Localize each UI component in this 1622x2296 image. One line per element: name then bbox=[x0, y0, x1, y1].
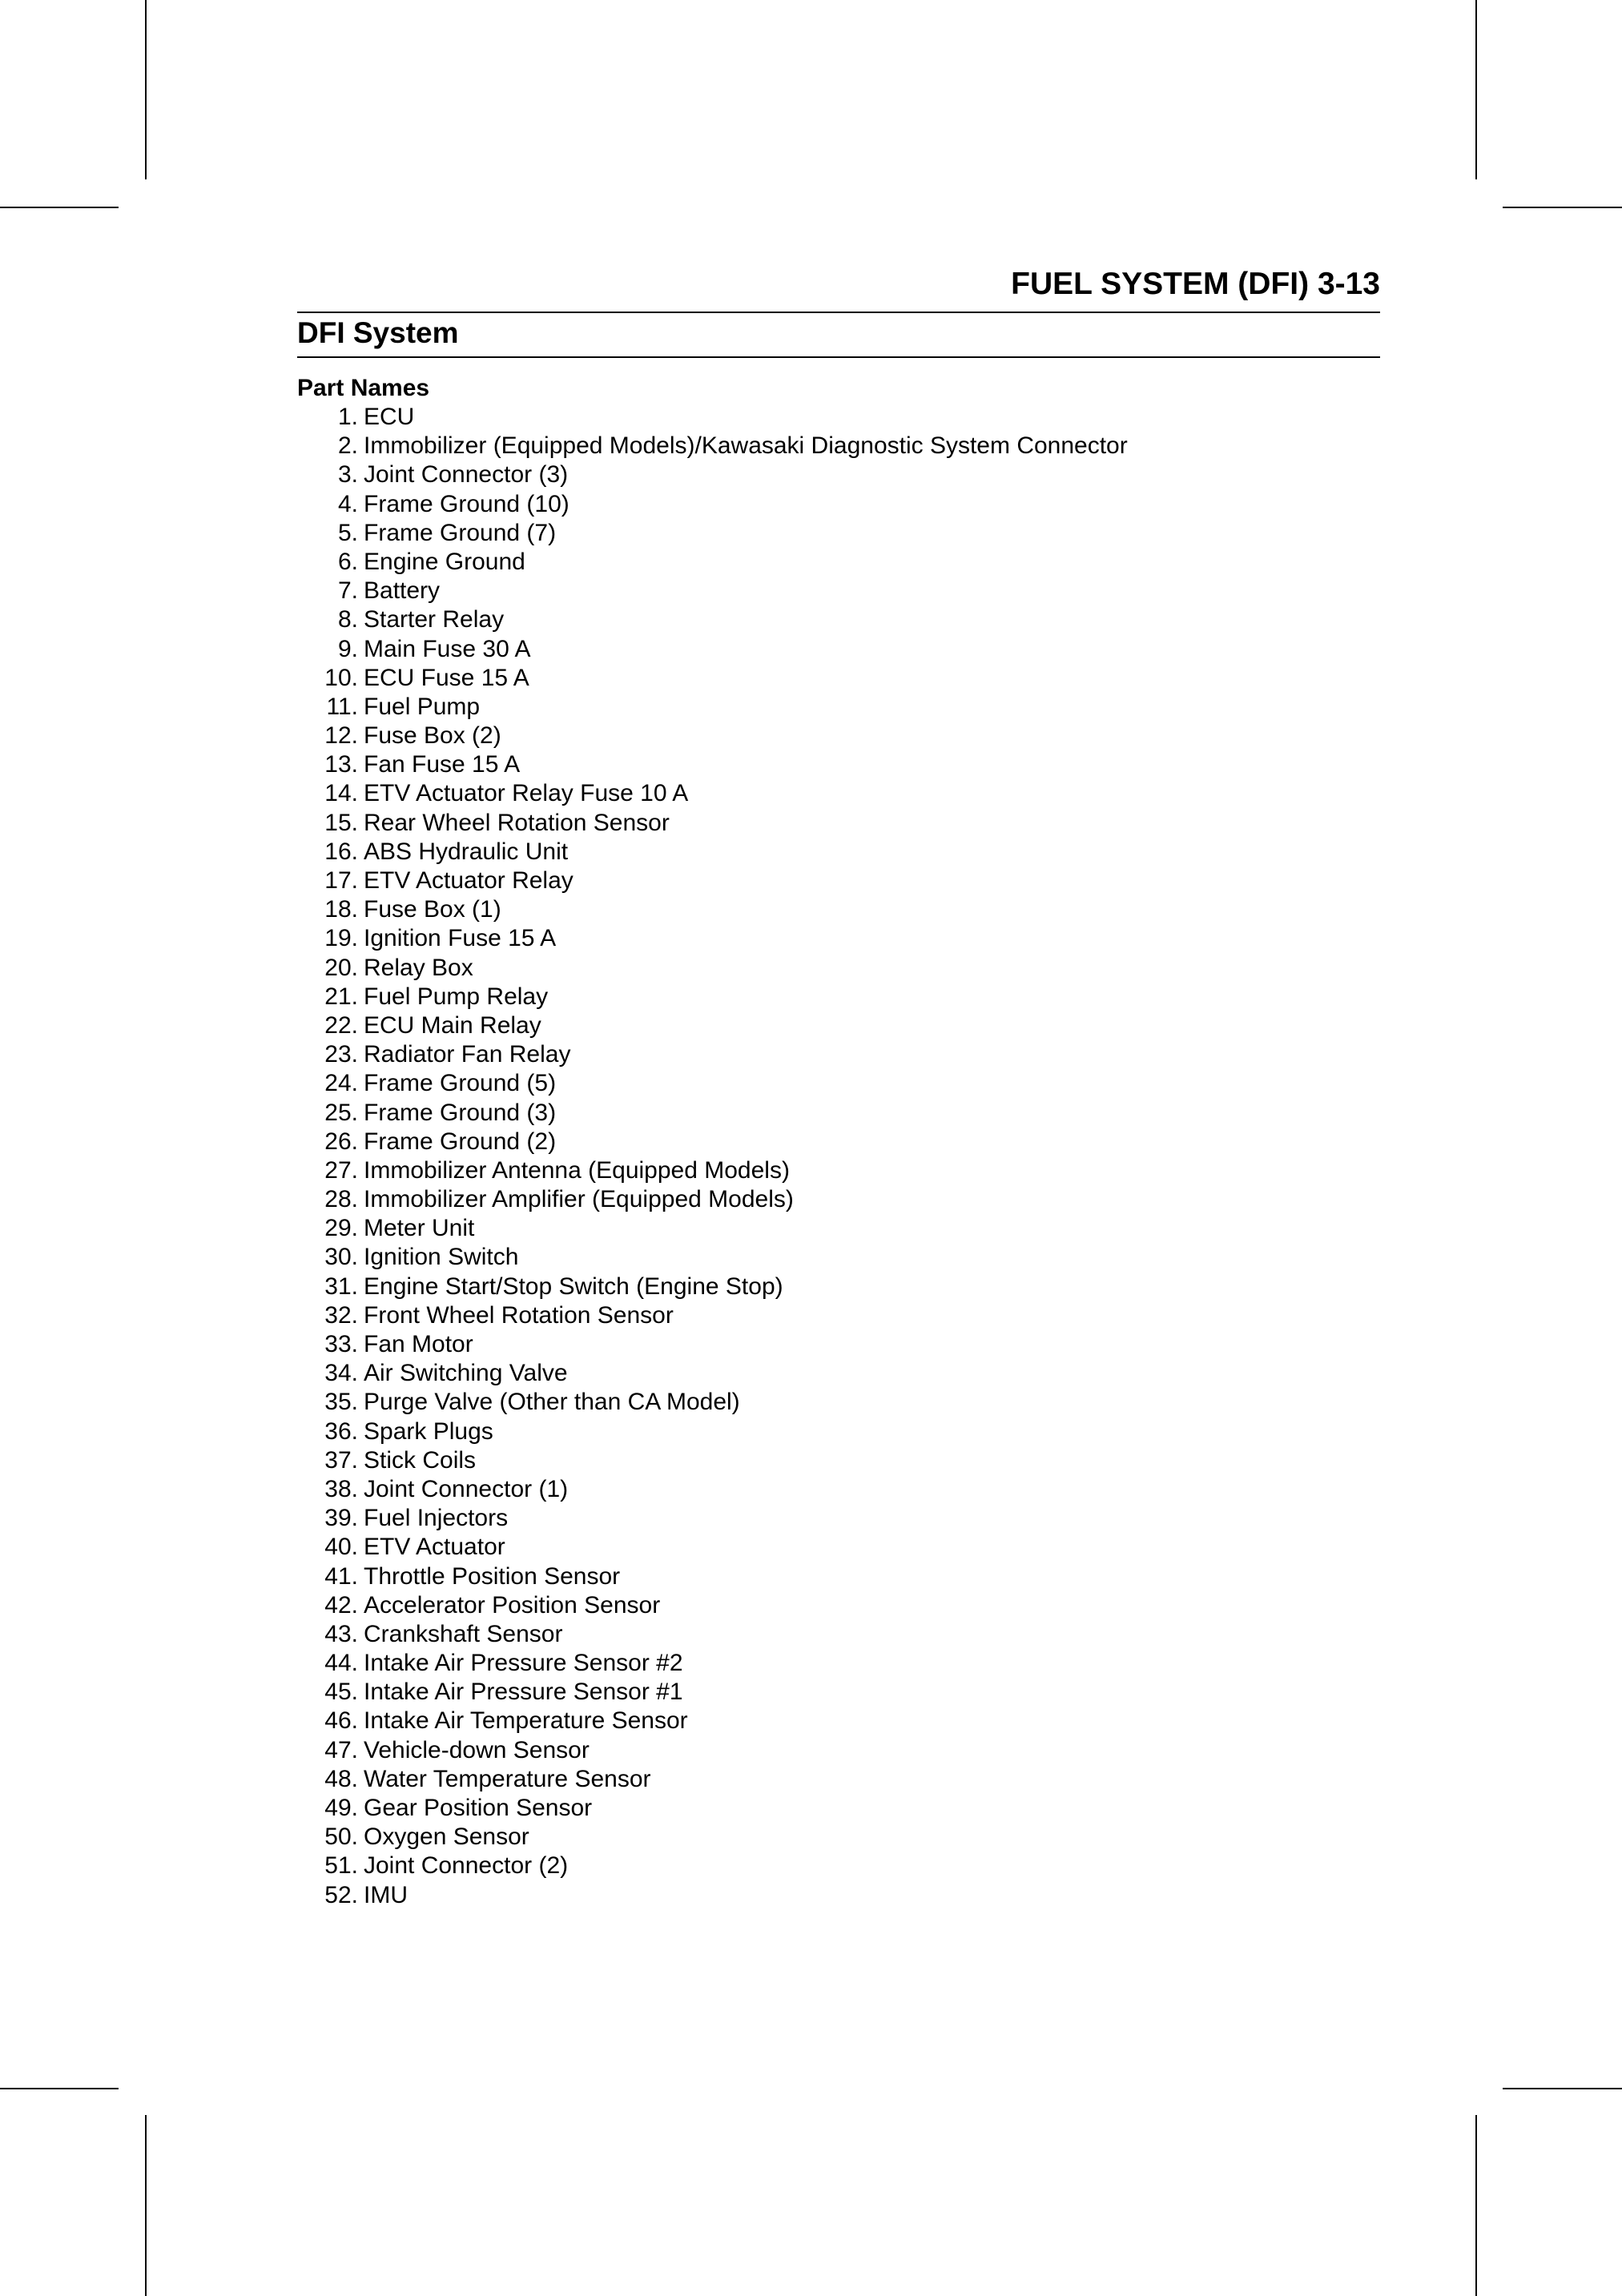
list-item bbox=[297, 954, 1128, 983]
list-item-number: 27. bbox=[324, 1156, 358, 1184]
list-item-number: 47. bbox=[324, 1736, 358, 1763]
list-item-number: 30. bbox=[324, 1244, 358, 1271]
list-item-number: 51. bbox=[324, 1852, 358, 1880]
list-item bbox=[297, 895, 1128, 924]
list-item bbox=[297, 1243, 1128, 1272]
list-item bbox=[297, 1359, 1128, 1388]
list-item-label: Throttle Position Sensor bbox=[364, 1562, 621, 1590]
list-item bbox=[297, 1011, 1128, 1040]
list-item-number: 12. bbox=[324, 722, 358, 750]
list-item-label: ECU Main Relay bbox=[364, 1011, 541, 1039]
list-item bbox=[297, 1475, 1128, 1504]
list-item-label: ETV Actuator Relay bbox=[364, 867, 574, 894]
list-item-number: 17. bbox=[324, 867, 358, 894]
crop-mark-bottom-left-vertical bbox=[145, 2115, 147, 2296]
list-item bbox=[297, 1388, 1128, 1417]
crop-mark-top-right-vertical bbox=[1475, 0, 1477, 179]
list-item-number: 1. bbox=[337, 404, 358, 430]
list-item-label: Purge Valve (Other than CA Model) bbox=[364, 1389, 740, 1416]
list-item bbox=[297, 577, 1128, 605]
list-item bbox=[297, 1562, 1128, 1591]
list-item-label: Meter Unit bbox=[364, 1215, 475, 1242]
list-item bbox=[297, 838, 1128, 867]
list-item-label: ECU Fuse 15 A bbox=[364, 664, 529, 691]
list-item bbox=[297, 490, 1128, 519]
list-item-number: 15. bbox=[324, 809, 358, 836]
crop-mark-top-right-horizontal bbox=[1503, 207, 1622, 208]
list-item bbox=[297, 1736, 1128, 1765]
list-item bbox=[297, 1649, 1128, 1678]
list-item-label: Water Temperature Sensor bbox=[364, 1765, 651, 1792]
list-item-label: Joint Connector (1) bbox=[364, 1475, 569, 1502]
list-item-number: 8. bbox=[337, 606, 358, 633]
list-item-number: 21. bbox=[324, 983, 358, 1010]
list-item-number: 50. bbox=[324, 1824, 358, 1851]
list-item-number: 16. bbox=[324, 838, 358, 865]
list-item-number: 33. bbox=[324, 1331, 358, 1357]
list-item-number: 5. bbox=[337, 519, 358, 546]
list-item-label: Frame Ground (7) bbox=[364, 519, 557, 546]
list-item-number: 9. bbox=[337, 635, 358, 662]
list-item-label: Fuel Injectors bbox=[364, 1505, 509, 1532]
list-item-number: 10. bbox=[324, 664, 358, 691]
list-item bbox=[297, 983, 1128, 1011]
list-item-label: Ignition Fuse 15 A bbox=[364, 925, 557, 952]
list-item-number: 46. bbox=[324, 1707, 358, 1735]
list-item bbox=[297, 1765, 1128, 1794]
list-item-label: Radiator Fan Relay bbox=[364, 1041, 571, 1068]
crop-mark-top-left-vertical bbox=[145, 0, 147, 179]
list-item-number: 18. bbox=[324, 896, 358, 923]
list-item bbox=[297, 605, 1128, 634]
list-item bbox=[297, 1128, 1128, 1156]
list-item-label: Starter Relay bbox=[364, 606, 505, 633]
list-item bbox=[297, 1185, 1128, 1214]
list-item-number: 3. bbox=[337, 461, 358, 489]
list-item bbox=[297, 750, 1128, 779]
list-item bbox=[297, 1099, 1128, 1128]
list-item bbox=[297, 1881, 1128, 1910]
list-item bbox=[297, 1620, 1128, 1649]
list-item bbox=[297, 809, 1128, 838]
list-item-label: Fan Fuse 15 A bbox=[364, 751, 521, 778]
part-names-list bbox=[297, 403, 1128, 1910]
section-title: DFI System bbox=[297, 316, 459, 349]
list-item-number: 13. bbox=[324, 751, 358, 778]
list-item bbox=[297, 1852, 1128, 1880]
list-item-label: Fuel Pump bbox=[364, 693, 481, 720]
list-item-label: Spark Plugs bbox=[364, 1417, 493, 1445]
list-item-label: Battery bbox=[364, 577, 441, 605]
list-item-label: Intake Air Temperature Sensor bbox=[364, 1707, 688, 1735]
list-item-number: 20. bbox=[324, 954, 358, 981]
list-item-label: Joint Connector (3) bbox=[364, 461, 569, 489]
list-item-number: 29. bbox=[324, 1215, 358, 1242]
list-item-label: Rear Wheel Rotation Sensor bbox=[364, 809, 670, 836]
list-item-label: Frame Ground (3) bbox=[364, 1099, 557, 1126]
list-item-label: Immobilizer (Equipped Models)/Kawasaki Diagnostic System Connector bbox=[364, 432, 1128, 460]
list-item-label: ETV Actuator Relay Fuse 10 A bbox=[364, 780, 689, 807]
list-item-number: 14. bbox=[324, 780, 358, 807]
list-item bbox=[297, 867, 1128, 895]
list-item-label: ETV Actuator bbox=[364, 1534, 505, 1561]
list-item-label: Air Switching Valve bbox=[364, 1360, 568, 1387]
list-item bbox=[297, 1823, 1128, 1852]
list-item-label: Frame Ground (10) bbox=[364, 490, 570, 517]
list-item-label: Frame Ground (2) bbox=[364, 1128, 557, 1155]
list-item bbox=[297, 519, 1128, 548]
list-item-label: Oxygen Sensor bbox=[364, 1824, 529, 1851]
list-item-label: Vehicle-down Sensor bbox=[364, 1736, 590, 1763]
list-item-number: 25. bbox=[324, 1099, 358, 1126]
list-item-number: 7. bbox=[337, 577, 358, 605]
list-item-label: Fuse Box (1) bbox=[364, 896, 501, 923]
list-item bbox=[297, 1214, 1128, 1243]
list-item bbox=[297, 1446, 1128, 1475]
list-item-number: 40. bbox=[324, 1534, 358, 1561]
list-item bbox=[297, 1417, 1128, 1446]
list-item-label: Intake Air Pressure Sensor #2 bbox=[364, 1650, 683, 1677]
list-item bbox=[297, 1156, 1128, 1185]
list-item bbox=[297, 1591, 1128, 1620]
list-item-number: 48. bbox=[324, 1765, 358, 1792]
list-item-label: ECU bbox=[364, 404, 415, 430]
list-item-number: 23. bbox=[324, 1041, 358, 1068]
list-item bbox=[297, 1504, 1128, 1533]
list-item bbox=[297, 664, 1128, 693]
list-item-number: 31. bbox=[324, 1273, 358, 1300]
list-item-label: Ignition Switch bbox=[364, 1244, 519, 1271]
list-item bbox=[297, 1707, 1128, 1735]
list-item bbox=[297, 1273, 1128, 1301]
page-header-title: FUEL SYSTEM (DFI) 3-13 bbox=[1011, 267, 1380, 301]
list-item-label: Front Wheel Rotation Sensor bbox=[364, 1301, 674, 1329]
list-item-label: Relay Box bbox=[364, 954, 473, 981]
part-names-heading: Part Names bbox=[297, 375, 430, 401]
list-item-label: Fuel Pump Relay bbox=[364, 983, 549, 1010]
list-item-number: 38. bbox=[324, 1475, 358, 1502]
list-item-label: Engine Ground bbox=[364, 548, 525, 575]
list-item bbox=[297, 1794, 1128, 1823]
list-item-number: 35. bbox=[324, 1389, 358, 1416]
list-item-number: 43. bbox=[324, 1620, 358, 1647]
list-item-label: ABS Hydraulic Unit bbox=[364, 838, 569, 865]
list-item-label: Intake Air Pressure Sensor #1 bbox=[364, 1679, 683, 1706]
list-item-number: 4. bbox=[337, 490, 358, 517]
list-item bbox=[297, 1678, 1128, 1707]
list-item-label: Stick Coils bbox=[364, 1446, 477, 1474]
list-item-label: Engine Start/Stop Switch (Engine Stop) bbox=[364, 1273, 783, 1300]
list-item-number: 34. bbox=[324, 1360, 358, 1387]
list-item-number: 45. bbox=[324, 1679, 358, 1706]
list-item-label: Fuse Box (2) bbox=[364, 722, 501, 750]
header-rule bbox=[297, 312, 1380, 313]
list-item-label: Fan Motor bbox=[364, 1331, 473, 1357]
list-item bbox=[297, 403, 1128, 432]
list-item-number: 19. bbox=[324, 925, 358, 952]
list-item-label: Main Fuse 30 A bbox=[364, 635, 531, 662]
list-item bbox=[297, 432, 1128, 460]
list-item-label: Immobilizer Amplifier (Equipped Models) bbox=[364, 1186, 794, 1213]
list-item-number: 11. bbox=[326, 693, 358, 720]
list-item-number: 44. bbox=[324, 1650, 358, 1677]
list-item-label: Immobilizer Antenna (Equipped Models) bbox=[364, 1156, 790, 1184]
list-item bbox=[297, 693, 1128, 722]
section-rule bbox=[297, 356, 1380, 358]
list-item-number: 24. bbox=[324, 1070, 358, 1097]
list-item-number: 32. bbox=[324, 1301, 358, 1329]
list-item-label: Crankshaft Sensor bbox=[364, 1620, 563, 1647]
list-item-number: 2. bbox=[337, 432, 358, 460]
list-item-number: 26. bbox=[324, 1128, 358, 1155]
list-item bbox=[297, 635, 1128, 664]
list-item-label: Gear Position Sensor bbox=[364, 1795, 593, 1821]
list-item bbox=[297, 1533, 1128, 1562]
list-item-label: Joint Connector (2) bbox=[364, 1852, 569, 1880]
list-item-number: 42. bbox=[324, 1591, 358, 1618]
list-item-number: 28. bbox=[324, 1186, 358, 1213]
list-item-number: 6. bbox=[337, 548, 358, 575]
list-item-number: 41. bbox=[324, 1562, 358, 1590]
list-item bbox=[297, 924, 1128, 953]
list-item bbox=[297, 1069, 1128, 1098]
list-item-number: 52. bbox=[324, 1881, 358, 1908]
list-item bbox=[297, 1301, 1128, 1330]
list-item bbox=[297, 548, 1128, 577]
list-item bbox=[297, 1040, 1128, 1069]
list-item-label: Accelerator Position Sensor bbox=[364, 1591, 661, 1618]
list-item-label: IMU bbox=[364, 1881, 408, 1908]
list-item-number: 36. bbox=[324, 1417, 358, 1445]
list-item-number: 22. bbox=[324, 1011, 358, 1039]
list-item bbox=[297, 1330, 1128, 1359]
list-item bbox=[297, 779, 1128, 808]
list-item-number: 37. bbox=[324, 1446, 358, 1474]
crop-mark-top-left-horizontal bbox=[0, 207, 119, 208]
list-item bbox=[297, 722, 1128, 750]
crop-mark-bottom-right-vertical bbox=[1475, 2115, 1477, 2296]
list-item-label: Frame Ground (5) bbox=[364, 1070, 557, 1097]
crop-mark-bottom-right-horizontal bbox=[1503, 2088, 1622, 2089]
list-item bbox=[297, 460, 1128, 489]
list-item-number: 49. bbox=[324, 1795, 358, 1821]
list-item-number: 39. bbox=[324, 1505, 358, 1532]
crop-mark-bottom-left-horizontal bbox=[0, 2088, 119, 2089]
